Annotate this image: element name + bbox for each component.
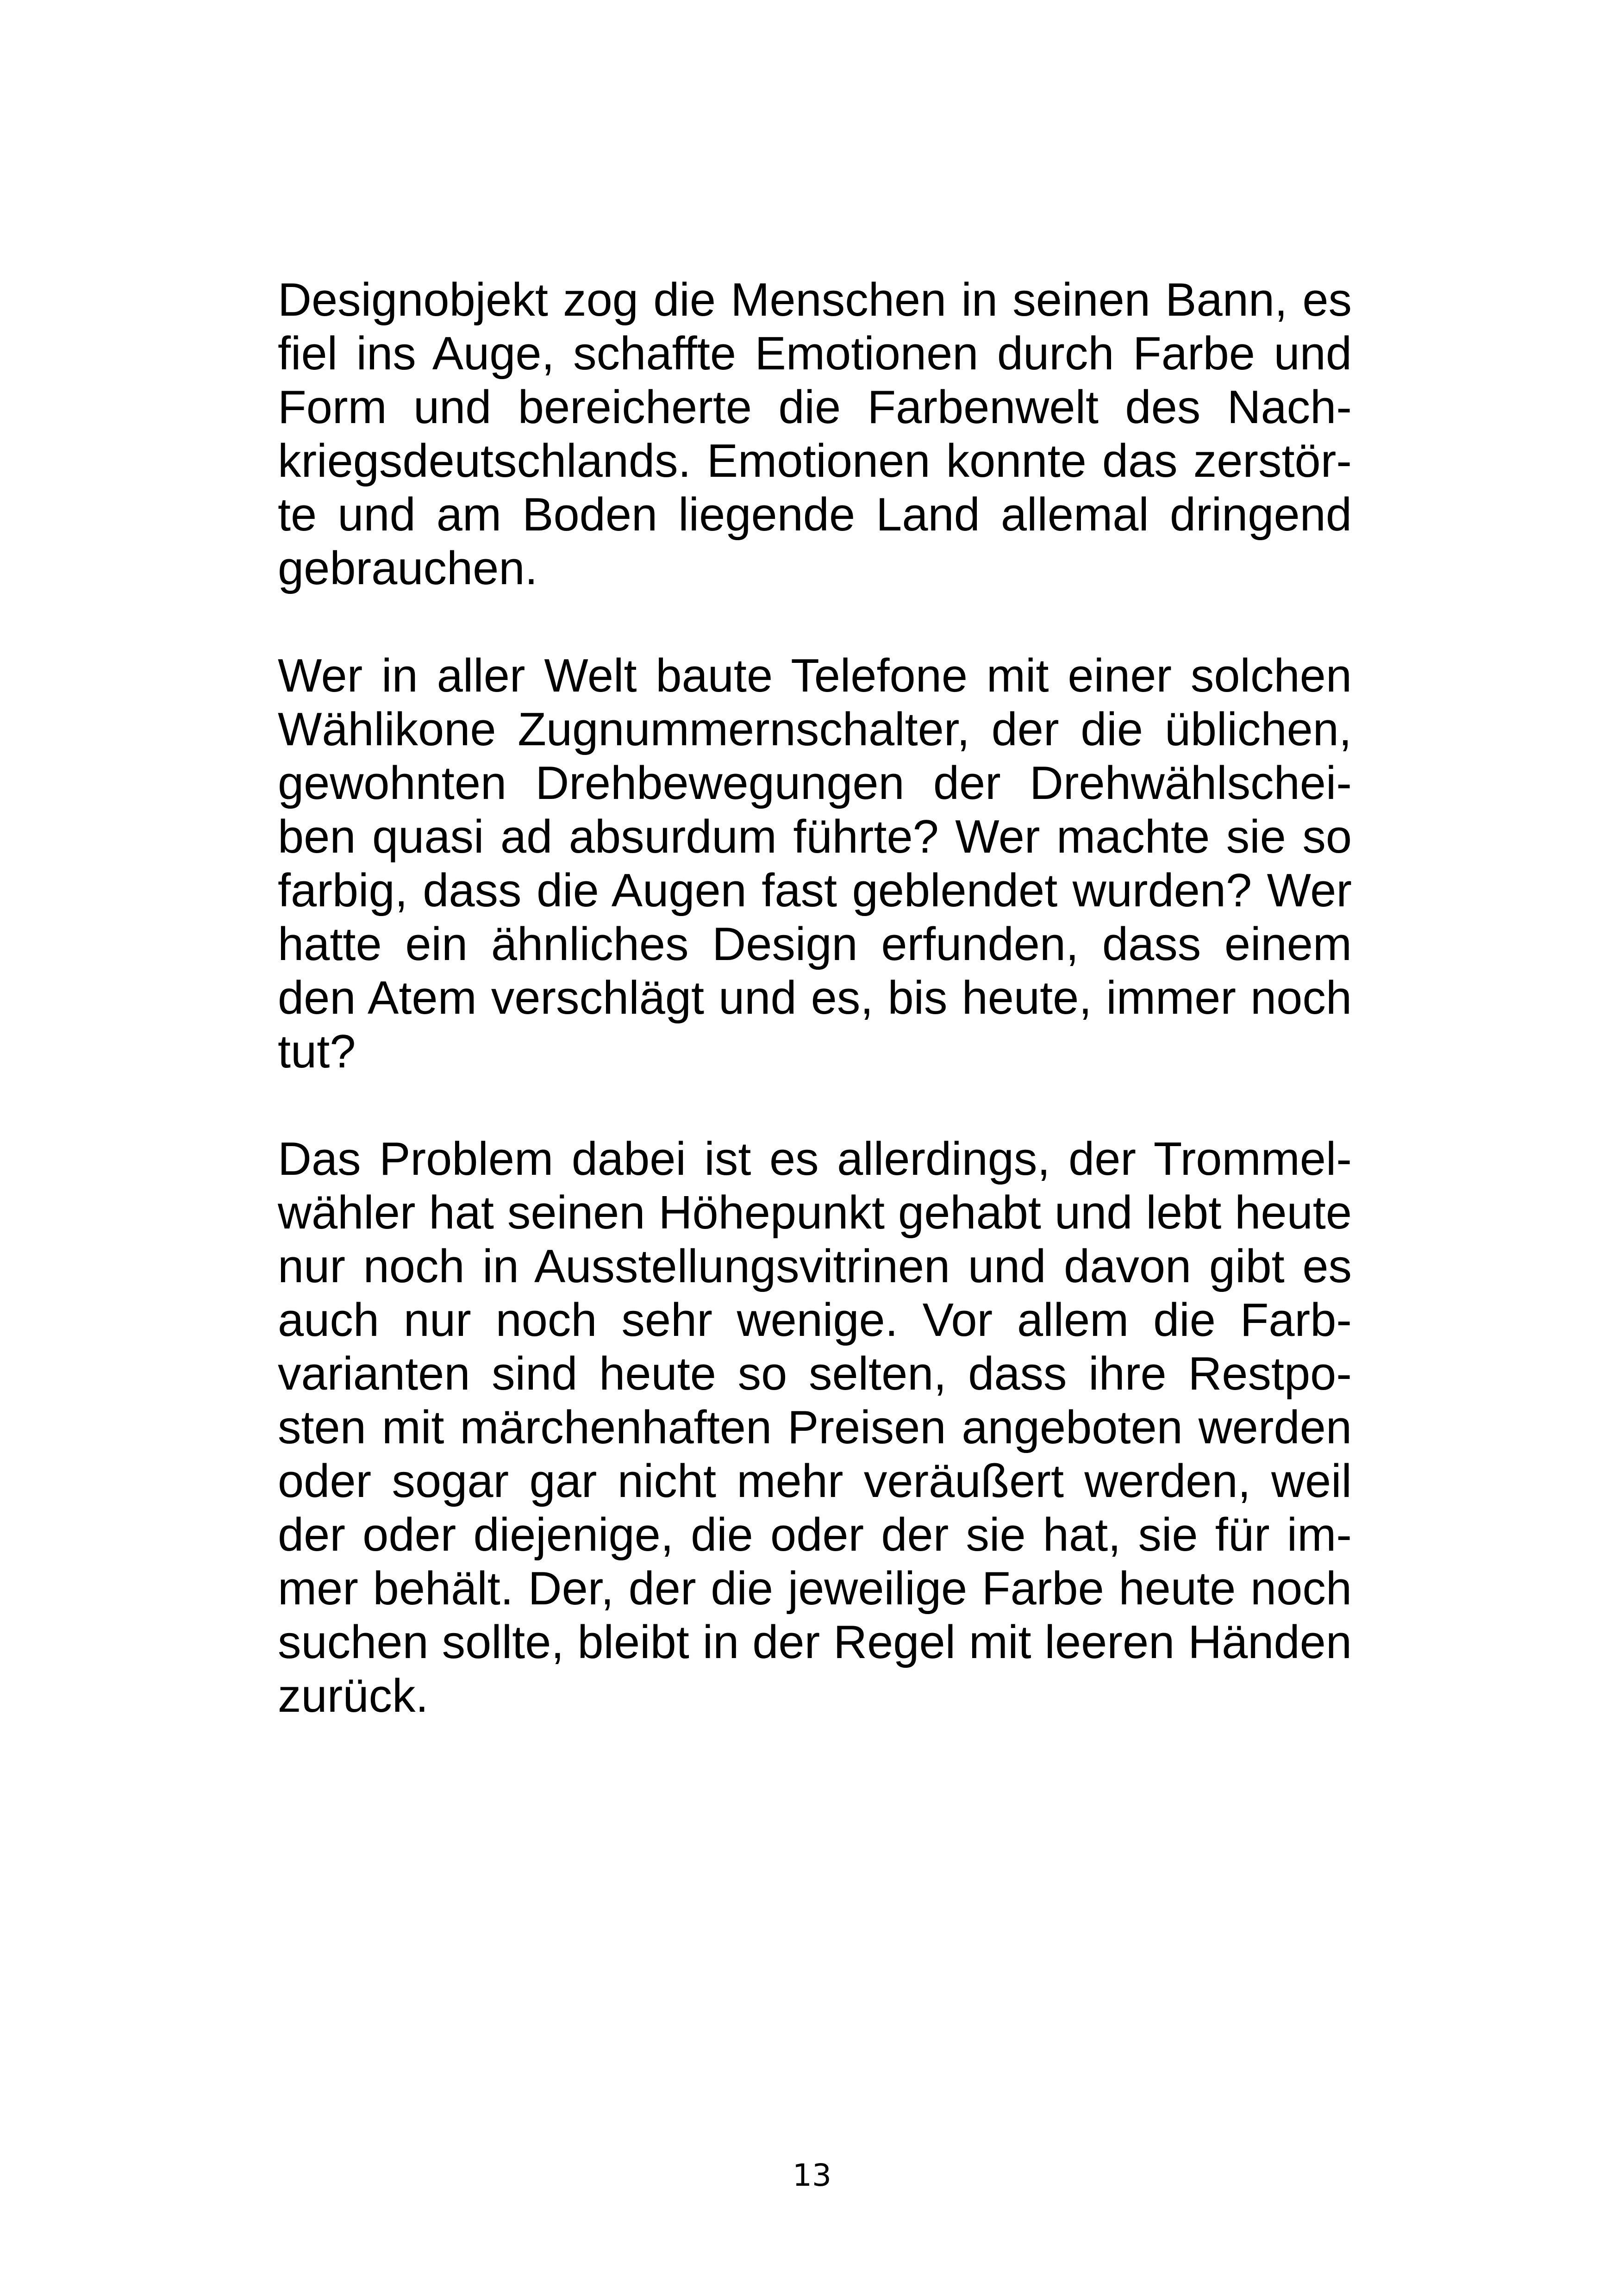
text-line: ben quasi ad absurdum führte? Wer machte sie so	[278, 811, 1352, 863]
paragraph-2	[278, 649, 1352, 1079]
text-line: Wählikone Zugnummernschalter, der die üblichen,	[278, 704, 1352, 755]
text-line: gewohnten Drehbewegungen der Drehwählschei-	[278, 757, 1352, 809]
paragraph-spacer	[278, 595, 1352, 649]
text-line: fiel ins Auge, schaffte Emotionen durch Farbe und	[278, 328, 1352, 380]
text-line: gebrauchen.	[278, 543, 538, 594]
text-line: der oder diejenige, die oder der sie hat, sie für im-	[278, 1509, 1352, 1561]
text-line: den Atem verschlägt und es, bis heute, immer noch	[278, 972, 1352, 1024]
text-line: farbig, dass die Augen fast geblendet wurden? Wer	[278, 865, 1352, 917]
text-line: sten mit märchenhaften Preisen angeboten werden	[278, 1402, 1352, 1453]
text-line: oder sogar gar nicht mehr veräußert werden, weil	[278, 1455, 1352, 1507]
text-line: te und am Boden liegende Land allemal dringend	[278, 489, 1352, 541]
text-line: Wer in aller Welt baute Telefone mit einer solchen	[278, 650, 1352, 702]
text-line: mer behält. Der, der die jeweilige Farbe heute noch	[278, 1563, 1352, 1615]
paragraph-spacer	[278, 1079, 1352, 1132]
text-line: Form und bereicherte die Farbenwelt des Nach-	[278, 381, 1352, 433]
text-line: kriegsdeutschlands. Emotionen konnte das zerstör-	[278, 435, 1352, 487]
text-line: tut?	[278, 1026, 356, 1078]
body-text	[278, 273, 1352, 1723]
text-line: suchen sollte, bleibt in der Regel mit leeren Händen	[278, 1616, 1352, 1668]
text-line: auch nur noch sehr wenige. Vor allem die Farb-	[278, 1294, 1352, 1346]
text-line: nur noch in Ausstellungsvitrinen und davon gibt es	[278, 1241, 1352, 1292]
text-line: varianten sind heute so selten, dass ihre Restpo-	[278, 1348, 1352, 1400]
text-line: Das Problem dabei ist es allerdings, der Trommel-	[278, 1133, 1352, 1185]
text-line: zurück.	[278, 1670, 429, 1722]
text-line: wähler hat seinen Höhepunkt gehabt und lebt heute	[278, 1187, 1352, 1239]
text-line: Designobjekt zog die Menschen in seinen Bann, es	[278, 274, 1352, 326]
text-line: hatte ein ähnliches Design erfunden, dass einem	[278, 918, 1352, 970]
paragraph-1	[278, 273, 1352, 595]
page-number: 13	[793, 2158, 831, 2193]
paragraph-3	[278, 1132, 1352, 1723]
